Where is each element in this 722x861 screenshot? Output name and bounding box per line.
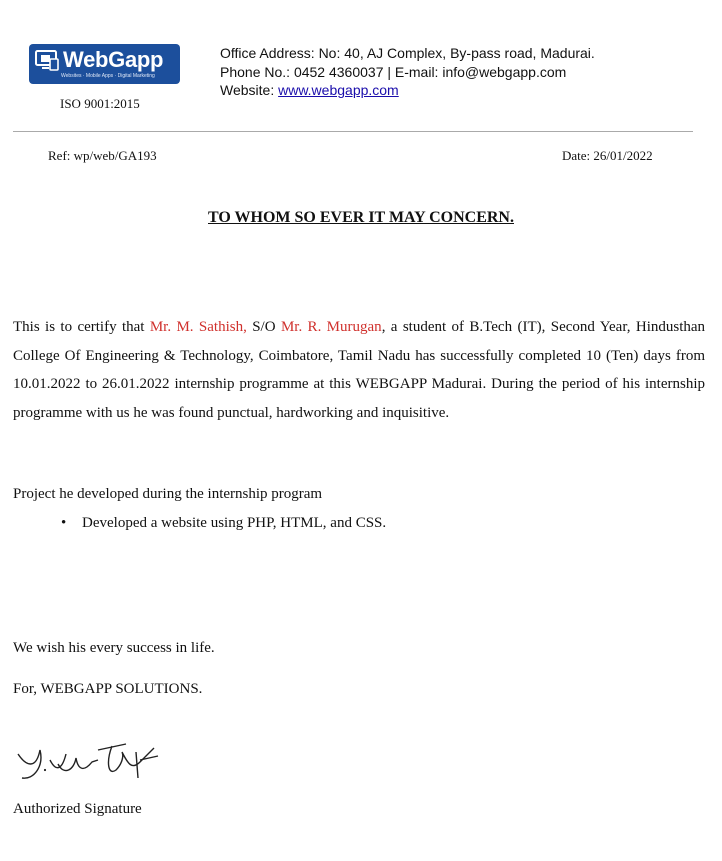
project-heading: Project he developed during the internship program	[13, 486, 323, 502]
iso-certification: ISO 9001:2015	[60, 96, 140, 111]
handwritten-signature	[14, 740, 164, 784]
letter-date: Date: 26/01/2022	[562, 148, 653, 163]
body-text-details: , a student of B.Tech (IT), Second Year, Hindusthan College Of Engineering & Technology, Coimbatore, Tamil Nadu has successfully completed 10 (Ten) days from 10.01.2022 to 26.01.2022 internship programme at this WEBGAPP Madurai. During the period of his internship programme with us he was found punctual, hardworking and inquisitive.	[13, 319, 706, 421]
reference-number: Ref: wp/web/GA193	[48, 148, 157, 163]
project-item-text: Developed a website using PHP, HTML, and CSS.	[82, 515, 387, 531]
monitor-icon	[35, 50, 59, 72]
body-text-relation: S/O	[246, 319, 281, 335]
header-divider	[13, 131, 693, 132]
list-item	[13, 515, 386, 532]
closing-wish: We wish his every success in life.	[13, 640, 215, 656]
logo-tagline: Websites · Mobile Apps · Digital Marketing	[61, 73, 155, 79]
certificate-paragraph	[13, 313, 705, 427]
bullet-icon: •	[61, 515, 67, 531]
phone-email-line: Phone No.: 0452 4360037 | E-mail: info@webgapp.com	[220, 63, 567, 80]
company-logo	[29, 44, 180, 84]
student-name: Mr. M. Sathish,	[149, 319, 247, 335]
address-line: Office Address: No: 40, AJ Complex, By-pass road, Madurai.	[220, 45, 595, 61]
body-text-intro: This is to certify that	[13, 319, 150, 335]
logo-text: WebGapp	[63, 47, 164, 72]
father-name: Mr. R. Murugan	[280, 319, 382, 335]
website-label: Website:	[220, 82, 279, 98]
website-link[interactable]: www.webgapp.com	[278, 82, 399, 98]
authorized-signature-label: Authorized Signature	[13, 801, 142, 817]
project-list	[13, 515, 386, 532]
company-signoff: For, WEBGAPP SOLUTIONS.	[13, 681, 203, 697]
letter-title: TO WHOM SO EVER IT MAY CONCERN.	[208, 209, 514, 226]
company-address	[220, 44, 595, 100]
website-line	[220, 81, 595, 100]
